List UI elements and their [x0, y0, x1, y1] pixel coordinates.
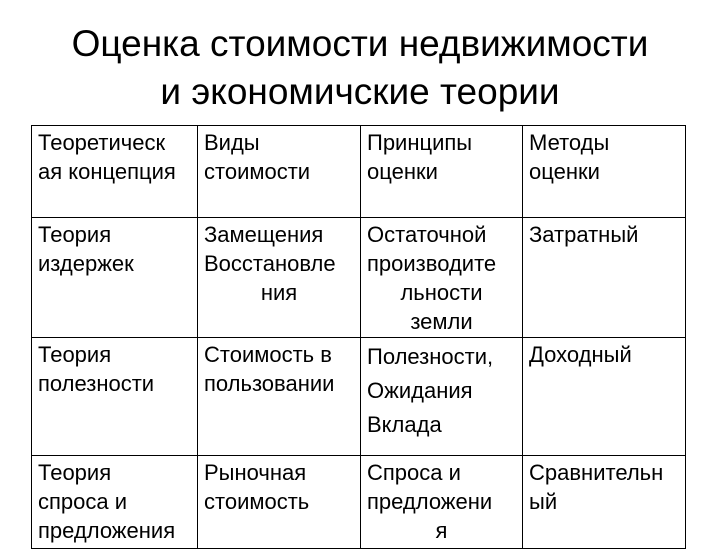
- table-cell: Доходный: [523, 338, 686, 456]
- table-row: [32, 338, 686, 456]
- header-cell-principles: Принципы оценки: [361, 126, 523, 218]
- theories-table: [31, 125, 686, 549]
- table-cell: Теория издержек: [32, 218, 198, 338]
- table-header-row: [32, 126, 686, 218]
- header-cell-value-types: Виды стоимости: [198, 126, 361, 218]
- table-cell: Теория спроса и предложения: [32, 456, 198, 549]
- table-cell: Затратный: [523, 218, 686, 338]
- table-cell: Теория полезности: [32, 338, 198, 456]
- title-line-1: Оценка стоимости недвижимости: [71, 23, 649, 64]
- header-cell-concept: Теоретическ ая концепция: [32, 126, 198, 218]
- header-cell-methods: Методы оценки: [523, 126, 686, 218]
- table-row: [32, 456, 686, 549]
- table-cell: Полезности, Ожидания Вклада: [361, 338, 523, 456]
- table-cell: Спроса и предложени я: [361, 456, 523, 549]
- table-cell: Сравнительн ый: [523, 456, 686, 549]
- table-cell: Замещения Восстановле ния: [198, 218, 361, 338]
- title-line-2: и экономичские теории: [160, 71, 560, 112]
- table-row: [32, 218, 686, 338]
- table-cell: Стоимость в пользовании: [198, 338, 361, 456]
- slide-title: [0, 20, 720, 116]
- table-cell: Остаточной производите льности земли: [361, 218, 523, 338]
- table-cell: Рыночная стоимость: [198, 456, 361, 549]
